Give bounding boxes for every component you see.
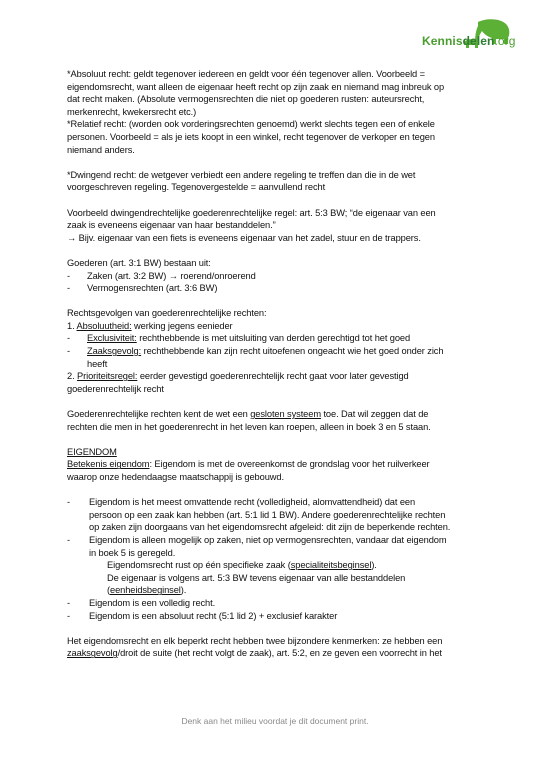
text-span: ( [107,585,110,596]
list-item [67,332,487,345]
text-span: /droit de suite (het recht volgt de zaak), art. 5:2, en ze geven een voorrecht in het [117,648,442,659]
term-prioriteitsregel: Prioriteitsregel: [77,371,138,382]
number-marker: 2. [67,371,78,382]
list-item [67,597,487,610]
kennisdelen-logo[interactable] [408,18,528,58]
term-gesloten-systeem: gesloten systeem [250,409,321,420]
text-line: personen. Voorbeeld = als je iets koopt in een winkel, recht tegenover de verkoper en tegen [67,131,435,142]
text-span: Goederenrechtelijke rechten kent de wet een [67,409,251,420]
text-span: ). [180,585,187,596]
list-item [67,345,487,370]
term-zaaksgevolg: Zaaksgevolg: [87,346,142,357]
sub-item [67,584,487,597]
text-line: niemand anders. [67,144,135,155]
term-specialiteitsbeginsel: specialiteitsbeginsel [290,560,372,571]
text-line: *Dwingend recht: de wetgever verbiedt een andere regeling te treffen dan die in de wet [67,169,416,180]
term-betekenis-eigendom: Betekenis eigendom [67,459,150,470]
dash-marker: - [67,497,70,508]
list-item-text: Vermogensrechten (art. 3:6 BW) [87,283,218,294]
logo-text-delen: delen [462,34,495,48]
text-line: dat recht maken. (Absolute vermogensrechten die niet op goederen rusten: auteursrecht, [67,94,425,105]
text-line: voorgeschreven regeling. Tegenovergestelde = aanvullend recht [67,182,326,193]
text-line: rechten die men in het goederenrecht in het leven kan roepen, alleen in boek 3 en 5 staan. [67,421,431,432]
text-line [67,647,487,660]
term-exclusiviteit: Exclusiviteit: [87,333,137,344]
item-text: Eigendom is een volledig recht. [89,597,216,608]
text-line [67,458,487,471]
text-line: → Bijv. eigenaar van een fiets is eveneens eigenaar van het zadel, stuur en de trappers. [67,232,421,243]
text-line: eigendomsrecht, want alleen de eigenaar heeft recht op zijn zaak en niemand mag inbreuk op [67,81,445,92]
item-text: rechthebbende kan zijn recht uitoefenen ongeacht wie het goed onder zich [141,346,444,357]
list-item [67,270,487,283]
item-text: Eigendom is een absoluut recht (5:1 lid 2) + exclusief karakter [89,610,338,621]
term-absoluutheid: Absoluutheid: [76,320,132,331]
page-footer: Denk aan het milieu voordat je dit document print. [181,716,369,726]
text-line: waarop onze hedendaagse maatschappij is gebouwd. [67,472,284,482]
list-item [67,496,487,534]
text-line: *Relatief recht: (worden ook vorderingsrechten genoemd) werkt slechts tegen een of enkele [67,119,435,130]
dash-marker: - [67,346,70,357]
numbered-item [67,370,487,383]
item-text: persoon op een zaak kan hebben (art. 5:1 lid 1 BW). Andere goederenrechtelijke rechten [89,509,446,520]
list-item-text: Zaken (art. 3:2 BW) → roerend/onroerend [87,270,256,281]
text-span: ). [371,560,377,571]
dash-marker: - [67,270,70,281]
term-eenheidsbeginsel: eenheidsbeginsel [110,585,181,596]
section-heading: EIGENDOM [67,446,117,457]
item-text: heeft [87,358,108,369]
item-text: in boek 5 is geregeld. [89,547,176,558]
text-line: Het eigendomsrecht en elk beperkt recht hebben twee bijzondere kenmerken: ze hebben een [67,635,443,646]
list-item [67,282,487,295]
item-text: eerder gevestigd goederenrechtelijk recht gaat voor later gevestigd [137,371,409,382]
list-item [67,534,487,559]
dash-marker: - [67,597,70,608]
item-text: rechthebbende is met uitsluiting van derden gerechtigd tot het goed [136,333,411,344]
logo-text-org: .org [494,34,516,48]
text-line: *Absoluut recht: geldt tegenover iedereen en geldt voor één tegenover allen. Voorbeeld = [67,69,425,79]
dash-marker: - [67,333,70,344]
text-line [67,408,487,421]
list-item [67,610,487,623]
sub-item: De eigenaar is volgens art. 5:3 BW tevens eigenaar van alle bestanddelen [107,572,406,583]
text-line: goederenrechtelijk recht [67,383,164,394]
logo-text-kennis: Kennis [422,34,463,48]
text-span: Eigendomsrecht rust op één specifieke zaak ( [107,560,291,571]
text-line: merkenrecht, kwekersrecht etc.) [67,106,197,117]
text-line: Voorbeeld dwingendrechtelijke goederenrechtelijke regel: art. 5:3 BW; “de eigenaar van een [67,207,436,218]
number-marker: 1. [67,320,77,331]
item-text: op zaken zijn doorgaans van het eigendomsrecht afgeleid: dit zijn de beperkende rechten. [89,522,451,533]
item-text: Eigendom is het meest omvattende recht (volledigheid, alomvattendheid) dat een [89,497,416,508]
text-line: zaak is eveneens eigenaar van haar bestanddelen.” [67,220,276,231]
text-line: Rechtsgevolgen van goederenrechtelijke rechten: [67,308,267,319]
term-zaaksgevolg: zaaksgevolg [67,648,118,659]
text-span: toe. Dat wil zeggen dat de [320,409,429,420]
numbered-item [67,320,487,333]
dash-marker: - [67,534,70,545]
item-text: Eigendom is alleen mogelijk op zaken, niet op vermogensrechten, vandaar dat eigendom [89,534,447,545]
text-span: : Eigendom is met de overeenkomst de grondslag voor het ruilverkeer [149,459,430,470]
text-line: Goederen (art. 3:1 BW) bestaan uit: [67,257,211,268]
item-text: werking jegens eenieder [131,320,233,331]
dash-marker: - [67,283,70,294]
document-body [67,68,487,660]
dash-marker: - [67,610,70,621]
sub-item [67,559,487,572]
